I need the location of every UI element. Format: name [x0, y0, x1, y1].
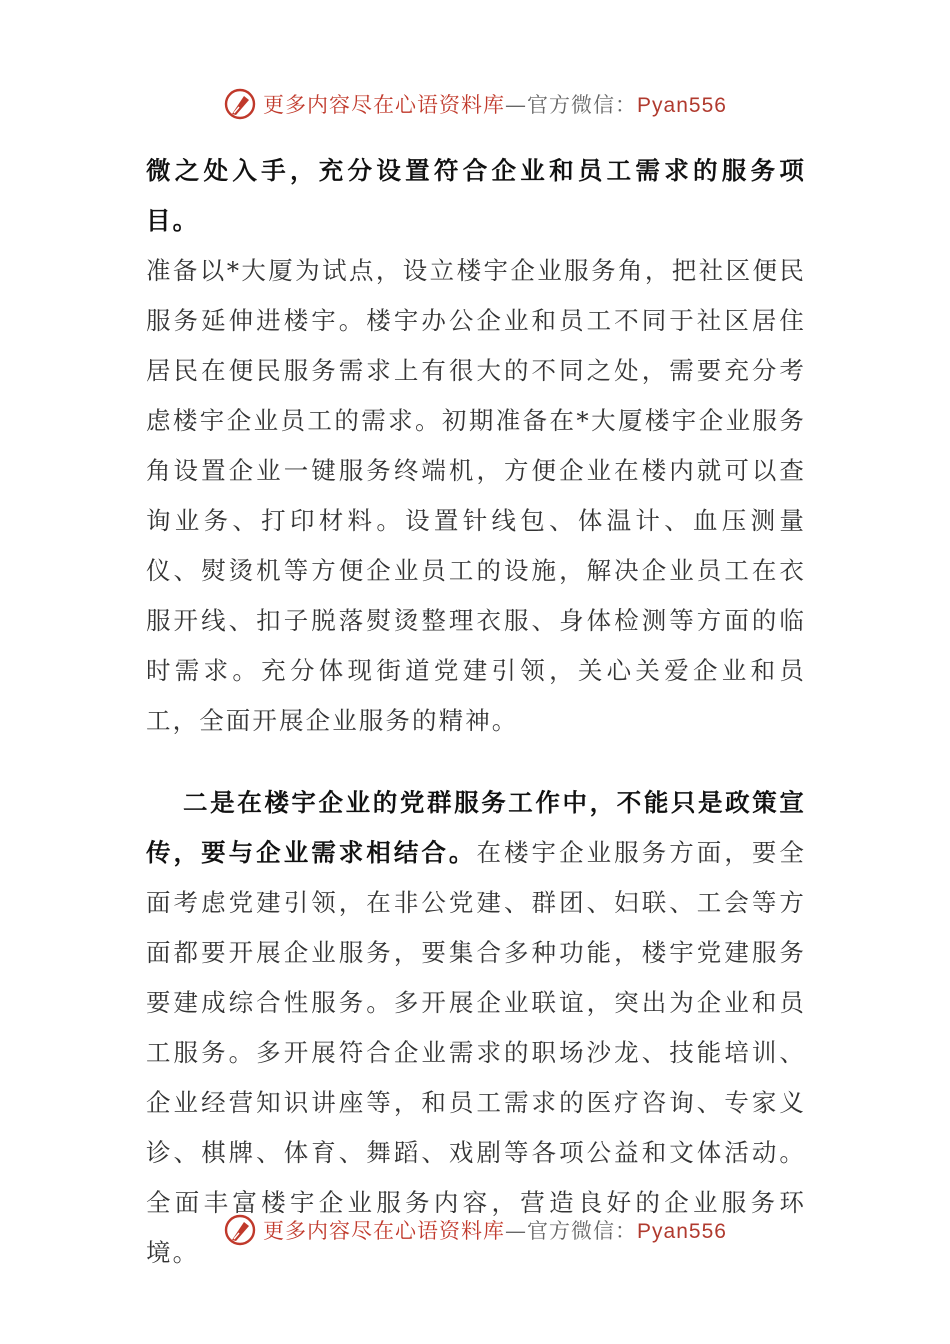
banner-site-text: 更多内容尽在心语资料库 — [263, 93, 506, 117]
banner-site-text: 更多内容尽在心语资料库 — [263, 1219, 506, 1243]
banner-label: 官方微信： — [527, 1219, 638, 1243]
paragraph-2: 准备以*大厦为试点，设立楼宇企业服务角，把社区便民服务延伸进楼宇。楼宇办公企业和员工不同于社区居住居民在便民服务需求上有很大的不同之处，需要充分考虑楼宇企业员工的需求。初期准备在*大厦楼宇企业服务角设置企业一键服务终端机，方便企业在楼内就可以查询业务、打印材料。设置针线包、体温计、血压测量仪、熨烫机等方便企业员工的设施，解决企业员工在衣服开线、扣子脱落熨烫整理衣服、身体检测等方面的临时需求。充分体现街道党建引领，关心关爱企业和员工，全面开展企业服务的精神。 — [146, 256, 806, 735]
paragraph-3 — [146, 778, 806, 1278]
pen-nib-circle-icon — [223, 87, 257, 121]
paragraph-1: 微之处入手，充分设置符合企业和员工需求的服务项目。 — [146, 156, 806, 235]
footer-banner — [0, 1210, 950, 1250]
banner-text — [263, 1215, 727, 1245]
document-body — [146, 146, 806, 1278]
paragraph-3-text: 在楼宇企业服务方面，要全面考虑党建引领，在非公党建、群团、妇联、工会等方面都要开展企业服务，要集合多种功能，楼宇党建服务要建成综合性服务。多开展企业联谊，突出为企业和员工服务。多开展符合企业需求的职场沙龙、技能培训、企业经营知识讲座等，和员工需求的医疗咨询、专家义诊、棋牌、体育、舞蹈、戏剧等各项公益和文体活动。全面丰富楼宇企业服务内容，营造良好的企业服务环境。 — [146, 838, 806, 1267]
banner-label: 官方微信： — [527, 93, 638, 117]
pen-nib-circle-icon — [223, 1213, 257, 1247]
banner-handle: Pyan556 — [637, 94, 727, 117]
banner-text — [263, 89, 727, 119]
header-banner — [0, 84, 950, 124]
banner-separator: — — [505, 1219, 528, 1243]
paragraph-3-lead: 二是在楼宇企业的党群服务工作中，不能只是政策宣传，要与企业需求相结合。 — [146, 788, 806, 867]
banner-separator: — — [505, 93, 528, 117]
banner-handle: Pyan556 — [637, 1220, 727, 1243]
